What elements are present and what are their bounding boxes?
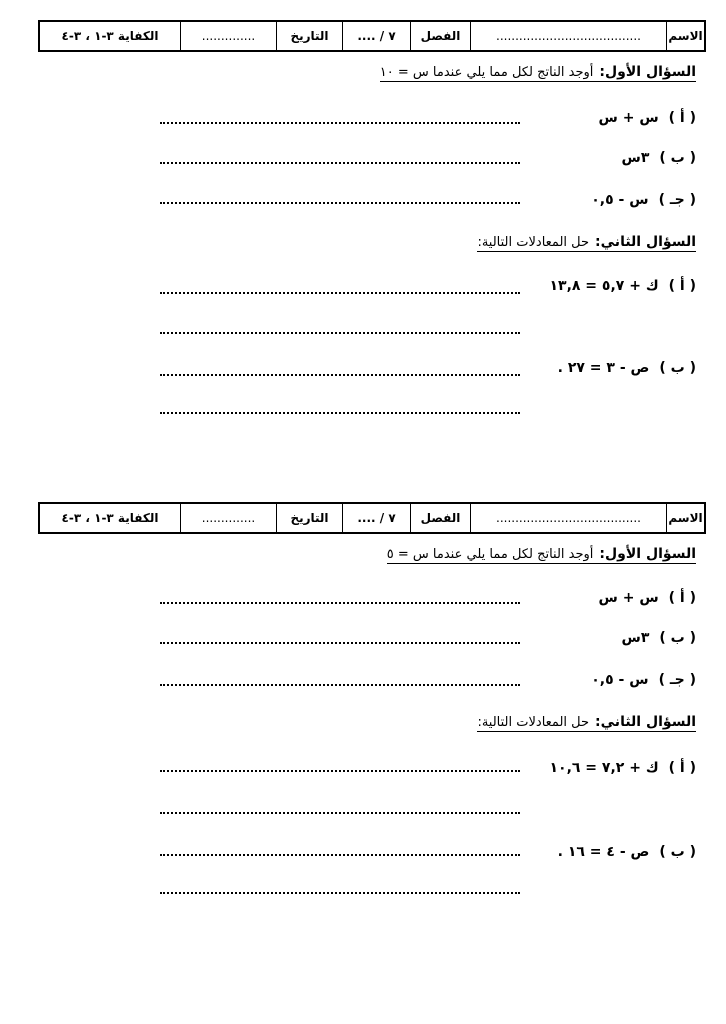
- q1-item-c: [591, 192, 696, 208]
- question-2-title: [477, 714, 696, 732]
- date-field[interactable]: ..............: [180, 504, 276, 532]
- answer-line[interactable]: [160, 202, 520, 204]
- item-label: ( أ ): [668, 278, 696, 294]
- class-field[interactable]: ٧ / ....: [342, 22, 410, 50]
- question-2-heading: السؤال الثاني:: [595, 714, 696, 730]
- q1-item-c: [591, 672, 696, 688]
- name-field[interactable]: ......................................: [470, 504, 666, 532]
- item-expression: س + س: [598, 590, 659, 606]
- answer-line[interactable]: [160, 332, 520, 334]
- competency-label: الكفاية ٣-١ ، ٣-٤: [61, 29, 159, 43]
- answer-line[interactable]: [160, 292, 520, 294]
- question-1-instruction: أوجد الناتج لكل مما يلي عندما س = ١٠: [379, 65, 594, 80]
- q1-item-b: [622, 150, 697, 166]
- question-2-instruction: حل المعادلات التالية:: [477, 715, 590, 730]
- answer-line[interactable]: [160, 374, 520, 376]
- item-expression: س + س: [598, 110, 659, 126]
- answer-line[interactable]: [160, 162, 520, 164]
- q2-item-a: [549, 760, 696, 776]
- worksheet-1: [0, 20, 726, 440]
- date-field[interactable]: ..............: [180, 22, 276, 50]
- question-1-heading: السؤال الأول:: [599, 64, 696, 80]
- answer-line[interactable]: [160, 684, 520, 686]
- question-2-heading: السؤال الثاني:: [595, 234, 696, 250]
- class-field[interactable]: ٧ / ....: [342, 504, 410, 532]
- answer-line[interactable]: [160, 854, 520, 856]
- name-field[interactable]: ......................................: [470, 22, 666, 50]
- competency-label: الكفاية ٣-١ ، ٣-٤: [61, 511, 159, 525]
- question-1-title: [380, 64, 696, 82]
- answer-line[interactable]: [160, 812, 520, 814]
- worksheet-2: [0, 502, 726, 922]
- question-2-title: [477, 234, 696, 252]
- item-label: ( ب ): [659, 630, 696, 646]
- date-label: التاريخ: [276, 504, 342, 532]
- item-label: ( أ ): [668, 110, 696, 126]
- question-2-instruction: حل المعادلات التالية:: [477, 235, 590, 250]
- answer-line[interactable]: [160, 122, 520, 124]
- name-label: الاسم: [666, 22, 704, 50]
- question-1-instruction: أوجد الناتج لكل مما يلي عندما س = ٥: [386, 547, 594, 562]
- header-table: [38, 502, 706, 534]
- q1-item-b: [622, 630, 697, 646]
- answer-line[interactable]: [160, 892, 520, 894]
- answer-line[interactable]: [160, 642, 520, 644]
- item-label: ( ب ): [659, 360, 696, 376]
- item-label: ( جـ ): [658, 672, 696, 688]
- q2-item-b: [558, 844, 696, 860]
- item-expression: ك + ٥,٧ = ١٣,٨: [549, 278, 659, 294]
- item-expression: ٣س: [621, 630, 650, 646]
- item-label: ( ب ): [659, 150, 696, 166]
- item-expression: ص - ٤ = ١٦ .: [557, 844, 650, 860]
- item-label: ( أ ): [668, 760, 696, 776]
- q2-item-a: [549, 278, 696, 294]
- item-expression: س - ٠,٥: [591, 192, 649, 208]
- question-1-title: [387, 546, 696, 564]
- q1-item-a: [599, 590, 696, 606]
- question-1-heading: السؤال الأول:: [599, 546, 696, 562]
- answer-line[interactable]: [160, 770, 520, 772]
- item-label: ( أ ): [668, 590, 696, 606]
- class-label: الفصل: [410, 22, 470, 50]
- item-label: ( جـ ): [658, 192, 696, 208]
- item-expression: ك + ٧,٢ = ١٠,٦: [549, 760, 659, 776]
- class-label: الفصل: [410, 504, 470, 532]
- q1-item-a: [599, 110, 696, 126]
- item-expression: ٣س: [621, 150, 650, 166]
- item-label: ( ب ): [659, 844, 696, 860]
- header-table: [38, 20, 706, 52]
- item-expression: ص - ٣ = ٢٧ .: [557, 360, 650, 376]
- item-expression: س - ٠,٥: [591, 672, 649, 688]
- answer-line[interactable]: [160, 412, 520, 414]
- answer-line[interactable]: [160, 602, 520, 604]
- date-label: التاريخ: [276, 22, 342, 50]
- q2-item-b: [558, 360, 696, 376]
- name-label: الاسم: [666, 504, 704, 532]
